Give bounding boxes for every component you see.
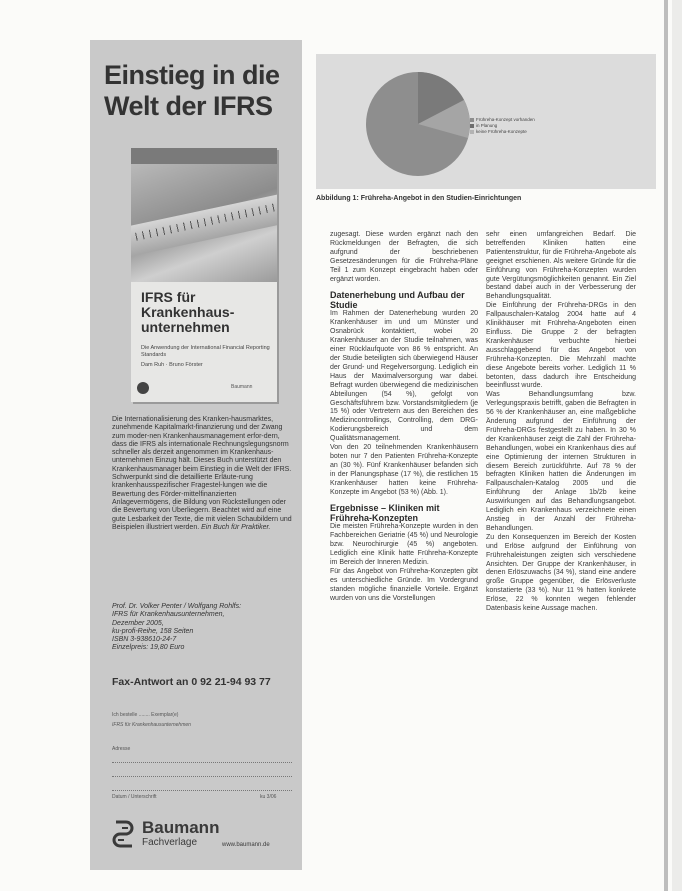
address-label: Adresse [112, 746, 131, 752]
article-paragraph: zugesagt. Diese wurden ergänzt nach den Rückmeldungen der Befragten, die sich aufgrund der beschriebenen Gesetzesänderungen für die Frühreha-Pläne Teil 1 zum Konzept eingebracht haben oder ergänzt worden. [330, 231, 478, 283]
publisher-url: www.baumann.de [222, 842, 270, 848]
article-paragraph: Zu den Konsequenzen im Bereich der Kosten und Erlöse aufgrund der Einführung von Frührehaleistungen zeigten sich verschiedene Ansichten. Der Gruppe der Krankenhäuser, in denen Erlöszuwachs (34 %), stand eine andere große Gruppe gegenüber, die Erlösverluste konstatierte (33 %). Nur 11 % hatten konkrete Erlöse, 22 % konnten wegen fehlender Datenbasis keine Aussage machen. [486, 533, 636, 613]
publisher-name: Baumann [142, 818, 220, 837]
figure-caption: Abbildung 1: Frühreha-Angebot in den Studien-Einrichtungen [316, 195, 522, 202]
ruler-image [131, 193, 277, 258]
article-paragraph: Von den 20 teilnehmenden Krankenhäusern boten nur 7 den Patienten Frühreha-Konzepte an (30 %). Fünf Krankenhäuser befanden sich in der Planungsphase (17 %), die restlichen 15 Krankenhäuser hatten keine Frühreha-Konzepte im Angebot (53 %) (Abb. 1). [330, 444, 478, 496]
chart-legend [470, 117, 535, 135]
legend-item: Frühreha-Konzept vorhanden [470, 117, 535, 123]
publisher-subtitle: Fachverlage [142, 837, 198, 848]
article-column-1 [330, 231, 478, 604]
ad-headline: Einstieg in die Welt der IFRS [104, 60, 280, 121]
section-heading: Datenerhebung und Aufbau der Studie [330, 290, 465, 311]
legend-swatch [470, 124, 474, 128]
article-paragraph: Die Einführung der Frühreha-DRGs in den Fallpauschalen-Katalog 2004 hatte auf 4 Klinikhäuser mit Frühreha-Angeboten einen Einfluss. Die Gruppe 2 der befragten Krankenhäuser verbuchte hierbei ausschlaggebend für das Angebot von Frühreha-Konzepten. Die Mehrzahl machte diese Angebote bereits vorher. Lediglich 11 % betonten, dass dadurch ihre Entscheidung beeinflusst wurde. [486, 302, 636, 390]
order-title-line: IFRS für Krankenhausunternehmen [112, 722, 191, 728]
baumann-logo-icon [112, 820, 136, 848]
article-paragraph: Was Behandlungsumfang bzw. Verlegungspraxis betrifft, gaben die Befragten in 56 % der Krankenhäuser an, eine maßgebliche Änderung aufgrund der Einführung der Frühreha-DRGs festgestellt zu haben. In 30 % der Krankenhäuser zeigt die Zahl der Frühreha-Behandlungen, wobei ein Krankenhaus dies auf eine Optimierung der internen Strukturen in diesem Bereich zurückführte. Auf 78 % der befragten Kliniken hatten die Änderungen im Fallpauschalen-Katalog 2005 und die Einführung der Anlage 1b/2b keine Auswirkungen auf das Behandlungsangebot. Lediglich ein Krankenhaus verzeichnete einen Anstieg in der Anzahl der Frühreha-Behandlungen. [486, 391, 636, 532]
fax-order-heading: Fax-Antwort an 0 92 21-94 93 77 [112, 676, 271, 688]
legend-swatch [470, 130, 474, 134]
address-field-line-1[interactable] [112, 762, 292, 763]
book-details: Prof. Dr. Volker Penter / Wolfgang Rohlfs: IFRS für Krankenhausunternehmen, Dezember 2005, ku-profi-Reihe, 158 Seiten ISBN 3-938610-24-7 Einzelpreis: 19,80 Euro [112, 603, 242, 652]
article-paragraph: Die meisten Frühreha-Konzepte wurden in den Fachbereichen Geriatrie (45 %) und Neurologie bzw. Neurochirurgie (45 %) angeboten. Lediglich eine Klinik hatte Frühreha-Konzepte im Bereich der Inneren Medizin. [330, 523, 478, 567]
legend-item: keine Frühreha-Konzepte [470, 129, 535, 135]
article-paragraph: sehr einen umfangreichen Bedarf. Die betreffenden Kliniken hatten eine Patientenstruktur, für die Frühreha-Angebote als geeignet erschienen. Als weitere Gründe für die Einführung von Frühreha-Konzepten wurden gute Vergütungsmöglichkeiten genannt. Ein Ziel bestand dabei auch in der Verbesserung der Behandlungsqualität. [486, 231, 636, 301]
book-publisher: Baumann [231, 384, 253, 390]
ad-description: Die Internationalisierung des Kranken-hausmarktes, zunehmende Kapitalmarkt-finanzierung und der Zwang zum moder-nen Krankenhausmanagement erfor-dern, dass die IFRS als internationale Rechnungslegungsnorm schneller als derzeit angenommen im Krankenhaus-unternehmen Einzug hält. Dieses Buch unterstützt den Krankenhausmanager beim Einstieg in die Welt der IFRS. Schwerpunkt sind die detaillierte Erläute-rung krankenhausspezifischer Fragestel-lungen wie die Bewertung des Förder-mittelfinanzierten Anlagevermögens, die Bildung von Rückstellungen oder die Bewertung von Überliegern. Beachtet wird auf eine gute Lesbarkeit der Texte, die mit vielen Schaubildern und Beispielen illustriert werden. Ein Buch für Praktiker. [112, 416, 292, 531]
book-title: IFRS für Krankenhaus-unternehmen [141, 289, 235, 335]
address-field-line-2[interactable] [112, 776, 292, 777]
signature-label: Datum / Unterschrift [112, 794, 157, 800]
page-edge [672, 0, 682, 891]
book-subtitle: Die Anwendung der International Financial Reporting Standards Dam Ruh · Bruno Förster [141, 345, 270, 368]
publisher-logo-icon [137, 382, 149, 394]
article-paragraph: Für das Angebot von Frühreha-Konzepten gibt es unterschiedliche Gründe. Im Vordergrund standen mögliche finanzielle Vorteile. Ergänzt wurden von uns die Vorstellungen [330, 568, 478, 602]
book-advertisement [90, 40, 302, 870]
issue-label: ku 3/06 [260, 794, 277, 800]
book-cover-photo [131, 164, 277, 282]
legend-swatch [470, 118, 474, 122]
order-quantity-line: Ich bestelle ........ Exemplar(e) [112, 712, 179, 718]
book-cover-strip [131, 148, 277, 164]
article-column-2 [486, 231, 636, 614]
article-paragraph: Im Rahmen der Datenerhebung wurden 20 Krankenhäuser im und um Münster und Osnabrück kontaktiert, wobei 20 Krankenhäuser an der Studie teilnahmen, was einer Rücklaufquote von 86 % entspricht. An der Studie beteiligten sich überwiegend Häuser der Grund- und Regelversorgung. Lediglich ein Haus der Maximalversorgung war dabei. Befragt wurden überwiegend die medizinischen Abteilungen (54 %), gefolgt von Geschäftsführern bzw. Vorstandsmitgliedern (je 15 %) oder Vertretern aus den Bereichen des Medizincontrollings, Controlling, dem DRG-Kodierungsbereich und dem Qualitätsmanagement. [330, 310, 478, 443]
section-heading: Ergebnisse – Kliniken mit Frühreha-Konzepten [330, 503, 440, 524]
page-spine [664, 0, 668, 891]
book-cover [131, 148, 277, 402]
legend-item: in Planung [470, 123, 535, 129]
signature-field-line[interactable] [112, 790, 292, 791]
